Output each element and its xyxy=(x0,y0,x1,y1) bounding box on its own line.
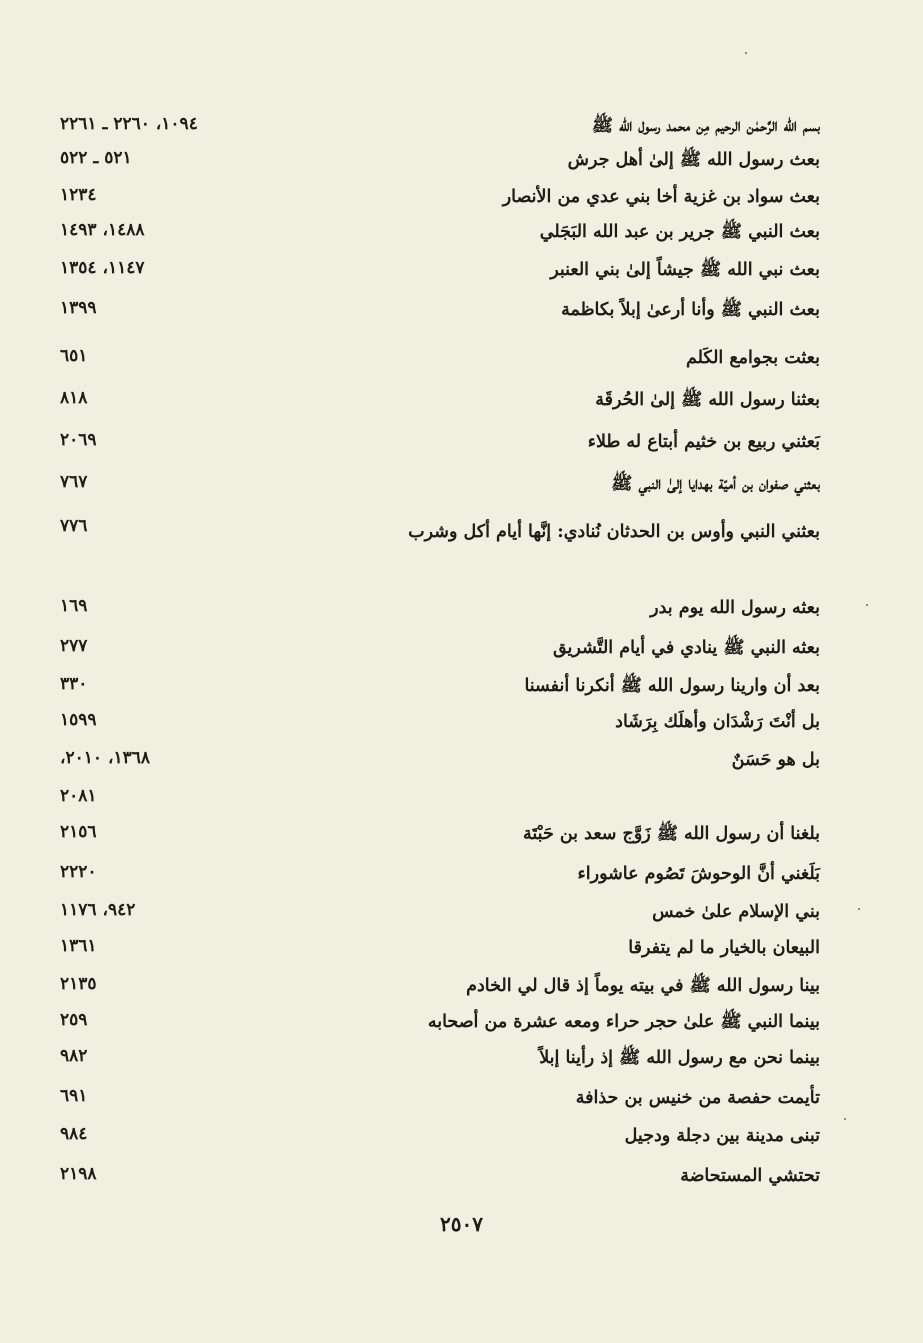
entry-refs: ٩٤٢، ١١٧٦ xyxy=(60,900,136,920)
entry-refs: ٨١٨ xyxy=(60,388,88,408)
entry-refs: ٩٨٢ xyxy=(60,1046,88,1066)
entry-phrase: البيعان بالخيار ما لم يتفرقا xyxy=(628,938,820,958)
entry-refs: ٣٣٠ xyxy=(60,674,88,694)
entry-phrase: تحتشي المستحاضة xyxy=(680,1166,820,1186)
entry-phrase: بني الإسلام علىٰ خمس xyxy=(652,902,820,922)
entry-refs: ١٣٦١ xyxy=(60,936,97,956)
entry-refs: ١٣٦٨، ٢٠١٠، xyxy=(60,748,150,768)
entry-phrase: تبنى مدينة بين دجلة ودجيل xyxy=(624,1126,820,1146)
entry-phrase: بعث نبي الله ﷺ جيشاً إلىٰ بني العنبر xyxy=(550,260,820,280)
entry-phrase: تأيمت حفصة من خنيس بن حذافة xyxy=(575,1088,820,1108)
entry-refs: ٥٢١ ـ ٥٢٢ xyxy=(60,148,132,168)
entry-refs: ٢١٥٦ xyxy=(60,822,97,842)
entry-refs: ٦٥١ xyxy=(60,346,88,366)
entry-phrase: بينما نحن مع رسول الله ﷺ إذ رأينا إبلاً xyxy=(539,1048,820,1068)
entry-refs: ٢٥٩ xyxy=(60,1010,88,1030)
entry-phrase: بعث رسول الله ﷺ إلىٰ أهل جرش xyxy=(567,150,820,170)
entry-phrase: بَعثني ربيع بن خثيم أبتاع له طلاء xyxy=(587,432,820,452)
entry-refs: ٧٦٧ xyxy=(60,472,88,492)
entry-phrase: بينما النبي ﷺ علىٰ حجر حراء ومعه عشرة من أصحابه xyxy=(427,1012,820,1032)
entry-refs: ١٤٨٨، ١٤٩٣ xyxy=(60,220,145,240)
entry-phrase: بعثني النبي وأوس بن الحدثان نُنادي: إنَّها أيام أكل وشرب xyxy=(408,522,820,542)
entry-phrase: بعثنا رسول الله ﷺ إلىٰ الحُرقَة xyxy=(595,390,820,410)
entry-refs: ١٣٩٩ xyxy=(60,298,97,318)
entry-refs: ١٠٩٤، ٢٢٦٠ ـ ٢٢٦١ xyxy=(60,114,198,134)
entry-phrase: بعثه رسول الله يوم بدر xyxy=(650,598,820,618)
entry-phrase: بعثني صفوان بن أميّة بهدايا إلىٰ النبي ﷺ xyxy=(611,474,820,494)
entry-phrase: بعثت بجوامع الكَلم xyxy=(685,348,820,368)
entry-refs: ٢٢٢٠ xyxy=(60,862,97,882)
entry-refs: ١٦٩ xyxy=(60,596,88,616)
entry-phrase: بل أنْتَ رَشْدَان وأهلَك بِرَشَاد xyxy=(615,712,820,732)
entry-phrase: بَلَغني أنَّ الوحوشَ تَصُوم عاشوراء xyxy=(577,864,820,884)
entry-refs: ٢١٩٨ xyxy=(60,1164,97,1184)
entry-phrase: بعث النبي ﷺ جرير بن عبد الله البَجَلي xyxy=(539,222,820,242)
paper-speck xyxy=(844,1118,846,1120)
entry-refs: ٢١٣٥ xyxy=(60,974,97,994)
entry-refs: ١١٤٧، ١٣٥٤ xyxy=(60,258,145,278)
entry-phrase: بعثه النبي ﷺ ينادي في أيام التَّشريق xyxy=(552,638,820,658)
entry-phrase: بل هو حَسَنٌ xyxy=(731,750,820,770)
entry-phrase: بسم الله الرَّحمٰن الرحيم مِن محمد رسول الله ﷺ xyxy=(591,116,820,136)
entry-refs: ٢٧٧ xyxy=(60,636,88,656)
entry-refs: ٢٠٨١ xyxy=(60,786,97,806)
entry-phrase: بعث النبي ﷺ وأنا أرعىٰ إبلاً بكاظمة xyxy=(561,300,820,320)
entry-refs: ١٥٩٩ xyxy=(60,710,97,730)
paper-speck xyxy=(745,52,747,54)
entry-refs: ٩٨٤ xyxy=(60,1124,88,1144)
entry-phrase: بعث سواد بن غزية أخا بني عدي من الأنصار xyxy=(502,187,820,207)
entry-phrase: بينا رسول الله ﷺ في بيته يوماً إذ قال لي الخادم xyxy=(466,976,820,996)
entry-refs: ٧٧٦ xyxy=(60,516,88,536)
entry-refs: ٢٠٦٩ xyxy=(60,430,97,450)
entry-phrase: بعد أن وارينا رسول الله ﷺ أنكرنا أنفسنا xyxy=(524,676,820,696)
entry-refs: ١٢٣٤ xyxy=(60,185,97,205)
entry-phrase: بلغنا أن رسول الله ﷺ زَوَّج سعد بن حَبْتَة xyxy=(523,824,820,844)
paper-speck xyxy=(858,908,860,910)
entry-refs: ٦٩١ xyxy=(60,1086,88,1106)
page-number: ٢٥٠٧ xyxy=(440,1212,483,1236)
paper-speck xyxy=(866,604,868,606)
